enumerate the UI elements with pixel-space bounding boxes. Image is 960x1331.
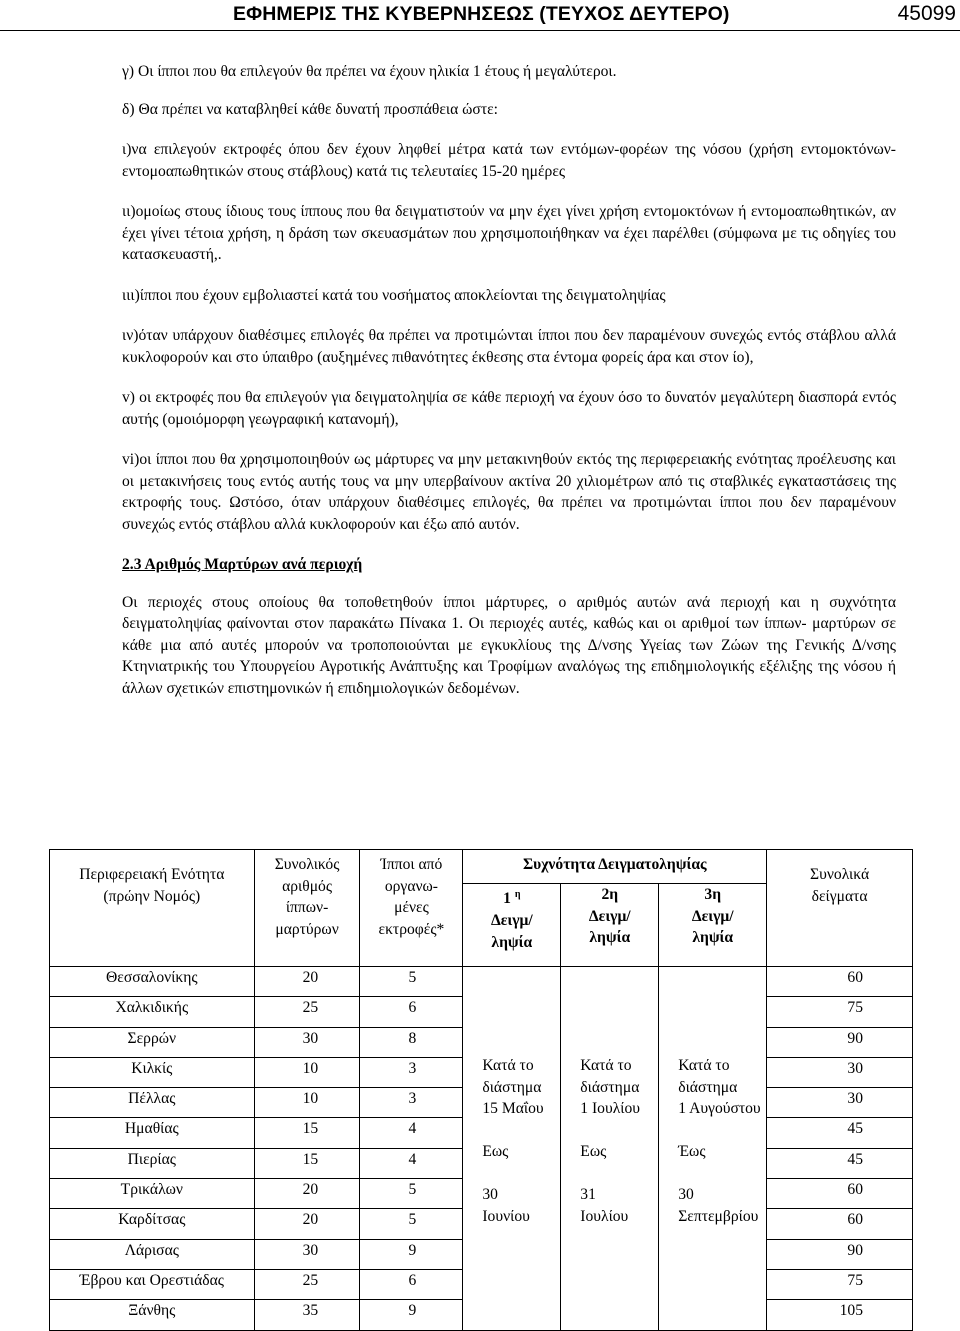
cell-region: Καρδίτσας — [50, 1209, 255, 1239]
cell-region: Χαλκιδικής — [50, 997, 255, 1027]
table-row — [50, 967, 913, 997]
cell-horses: 25 — [254, 997, 360, 1027]
cell-samples: 45 — [767, 1148, 913, 1178]
header-farms: Ίπποι από οργανω- μένες εκτροφές* — [360, 850, 463, 967]
cell-samples: 30 — [767, 1057, 913, 1087]
cell-horses: 20 — [254, 967, 360, 997]
cell-region: Κιλκίς — [50, 1057, 255, 1087]
cell-farms: 4 — [360, 1118, 463, 1148]
header-second-sampling: 2η Δειγμ/ ληψία — [561, 884, 659, 967]
cell-samples: 90 — [767, 1239, 913, 1269]
cell-horses: 15 — [254, 1118, 360, 1148]
cell-horses: 10 — [254, 1088, 360, 1118]
period-first: Κατά το διάστημα 15 Μαΐου Εως 30 Ιουνίου — [463, 967, 561, 1331]
cell-farms: 6 — [360, 1269, 463, 1299]
header-first-sampling: 1 $^\eta$ Δειγμ/ ληψία — [463, 884, 561, 967]
header-frequency: Συχνότητα Δειγματοληψίας — [463, 850, 767, 884]
cell-farms: 5 — [360, 1209, 463, 1239]
paragraph-ii: ιι)ομοίως στους ίδιους τους ίππους που θα δειγματιστούν να μην έχει γίνει χρήση εντομοκτόνων ή εντομοαπωθητικών, αν έχει γίνει τέτοια χρήση, η δράση των σκευασμάτων που χρησιμοποιήθηκαν να έχει παρέλθει (σύμφωνα με τις οδηγίες του κατασκευαστή,. — [122, 203, 896, 263]
paragraph-vi: vi)οι ίπποι που θα χρησιμοποιηθούν ως μάρτυρες να μην μετακινηθούν εκτός της περιφερειακής ενότητας προέλευσης και οι μετακινήσεις τους εντός αυτής τους να μην υπερβαίνουν ακτίνα 20 χιλιομέτρων από τις σταβλικές εγκαταστάσεις της εκτροφής τους. Ωστόσο, όταν υπάρχουν διαθέσιμες επιλογές, θα πρέπει να προτιμώνται ίπποι που δεν παραμένουν συνεχώς εντός στάβλου αλλά κυκλοφορούν και έξω από αυτόν. — [122, 451, 896, 533]
header-region: Περιφερειακή Ενότητα (πρώην Νομός) — [50, 850, 255, 967]
cell-horses: 35 — [254, 1300, 360, 1330]
cell-region: Πιερίας — [50, 1148, 255, 1178]
cell-farms: 9 — [360, 1239, 463, 1269]
cell-farms: 5 — [360, 1179, 463, 1209]
paragraph-g: γ) Οι ίπποι που θα επιλεγούν θα πρέπει να έχουν ηλικία 1 έτους ή μεγαλύτεροι. — [122, 63, 617, 80]
cell-farms: 4 — [360, 1148, 463, 1178]
cell-region: Τρικάλων — [50, 1179, 255, 1209]
cell-farms: 8 — [360, 1027, 463, 1057]
paragraph-iii: ιιι)ίπποι που έχουν εμβολιαστεί κατά του νοσήματος αποκλείονται της δειγματοληψίας — [122, 286, 666, 304]
paragraph-d: δ) Θα πρέπει να καταβληθεί κάθε δυνατή προσπάθεια ώστε: — [122, 100, 498, 118]
section-paragraph: Οι περιοχές στους οποίους θα τοποθετηθούν ίπποι μάρτυρες, ο αριθμός αυτών ανά περιοχή και η συχνότητα δειγματοληψίας φαίνονται στον παρακάτω Πίνακα 1. Οι περιοχές αυτές, καθώς και οι αριθμοί των ίππων- μαρτύρων σε κάθε μια από αυτές μπορούν να τροποποιούνται με εγκυκλίους της Δ/νσης Υγείας των Ζώων της Γενικής Δ/νσης Κτηνιατρικής του Υπουργείου Αγροτικής Ανάπτυξης και Τροφίμων αναλόγως της επιδημιολογικής εξέλιξης της νόσου ή άλλων σχετικών επιστημονικών ή επιδημιολογικών δεδομένων. — [122, 593, 896, 697]
cell-region: Ξάνθης — [50, 1300, 255, 1330]
cell-farms: 3 — [360, 1088, 463, 1118]
cell-horses: 25 — [254, 1269, 360, 1299]
cell-region: Ημαθίας — [50, 1118, 255, 1148]
gazette-title: ΕΦΗΜΕΡΙΣ ΤΗΣ ΚΥΒΕΡΝΗΣΕΩΣ (ΤΕΥΧΟΣ ΔΕΥΤΕΡΟ) — [233, 3, 730, 25]
page-header — [0, 0, 960, 31]
paragraph-iv: ιν)όταν υπάρχουν διαθέσιμες επιλογές θα πρέπει να προτιμώνται ίπποι που δεν παραμένουν συνεχώς εντός στάβλου αλλά κυκλοφορούν και στο ύπαιθρο (αυξημένες πιθανότητες έκθεσης στα έντομα φορείς άρα και στον ίο), — [122, 327, 896, 366]
header-third-sampling: 3η Δειγμ/ ληψία — [659, 884, 767, 967]
sampling-table — [49, 849, 913, 1331]
cell-region: Θεσσαλονίκης — [50, 967, 255, 997]
cell-region: Λάρισας — [50, 1239, 255, 1269]
cell-region: Σερρών — [50, 1027, 255, 1057]
cell-samples: 60 — [767, 1209, 913, 1239]
header-total-horses: Συνολικός αριθμός ίππων- μαρτύρων — [254, 850, 360, 967]
cell-horses: 20 — [254, 1209, 360, 1239]
cell-farms: 5 — [360, 967, 463, 997]
header-total-samples: Συνολικά δείγματα — [767, 850, 913, 967]
cell-farms: 6 — [360, 997, 463, 1027]
cell-samples: 60 — [767, 967, 913, 997]
document-body — [122, 61, 896, 699]
period-third: Κατά το διάστημα 1 Αυγούστου Έως 30 Σεπτεμβρίου — [659, 967, 767, 1331]
cell-samples: 45 — [767, 1118, 913, 1148]
table-header-row — [50, 850, 913, 884]
cell-horses: 10 — [254, 1057, 360, 1087]
cell-samples: 105 — [767, 1300, 913, 1330]
cell-samples: 75 — [767, 1269, 913, 1299]
section-heading: 2.3 Αριθμός Μαρτύρων ανά περιοχή — [122, 556, 363, 573]
cell-horses: 30 — [254, 1239, 360, 1269]
cell-samples: 60 — [767, 1179, 913, 1209]
cell-samples: 75 — [767, 997, 913, 1027]
cell-horses: 15 — [254, 1148, 360, 1178]
cell-samples: 90 — [767, 1027, 913, 1057]
cell-horses: 20 — [254, 1179, 360, 1209]
cell-farms: 9 — [360, 1300, 463, 1330]
period-second: Κατά το διάστημα 1 Ιουλίου Εως 31 Ιουλίου — [561, 967, 659, 1331]
paragraph-i: ι)να επιλεγούν εκτροφές όπου δεν έχουν ληφθεί μέτρα κατά των εντόμων-φορέων της νόσου (χρήση εντομοκτόνων-εντομοαπωθητικών στους στάβλους) κατά τις τελευταίες 15-20 ημέρες — [122, 141, 896, 180]
page-number: 45099 — [897, 2, 956, 25]
cell-samples: 30 — [767, 1088, 913, 1118]
paragraph-v: v) οι εκτροφές που θα επιλεγούν για δειγματοληψία σε κάθε περιοχή να έχουν όσο το δυνατόν μεγαλύτερη διασπορά εντός αυτής (ομοιόμορφη γεωγραφική κατανομή), — [122, 389, 896, 428]
cell-horses: 30 — [254, 1027, 360, 1057]
cell-farms: 3 — [360, 1057, 463, 1087]
cell-region: Πέλλας — [50, 1088, 255, 1118]
cell-region: Έβρου και Ορεστιάδας — [50, 1269, 255, 1299]
